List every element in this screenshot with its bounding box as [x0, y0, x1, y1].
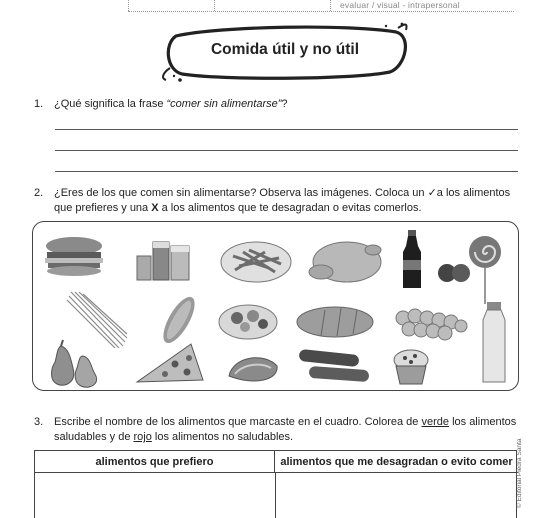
publisher-credit-text: © Editorial Piedra Santa [516, 438, 523, 508]
table-header-preferred: alimentos que prefiero [35, 451, 275, 473]
question-2-line-1: ¿Eres de los que comen sin alimentarse? Observa las imágenes. Coloca un ✓a los alimentos [54, 187, 511, 199]
answer-line-1[interactable] [55, 129, 518, 130]
question-1-text-end: ? [281, 98, 288, 110]
pizza-slice-icon[interactable] [135, 342, 205, 386]
header-divider-right [330, 0, 331, 11]
question-3-number: 3. [34, 416, 44, 428]
question-2-line-2-start: que prefieres y una [54, 202, 152, 214]
corn-icon[interactable] [157, 292, 201, 348]
publisher-credit [516, 438, 530, 518]
sandwich-icon[interactable] [43, 236, 105, 278]
answer-line-3[interactable] [55, 171, 518, 172]
header-divider-mid [214, 0, 215, 11]
answer-line-2[interactable] [55, 150, 518, 151]
roast-chicken-icon[interactable] [305, 234, 385, 286]
question-3 [34, 415, 524, 447]
lollipop-icon[interactable] [467, 234, 503, 306]
question-3-line-1 [54, 415, 516, 430]
x-mark-label: X [151, 202, 159, 214]
food-images-panel [32, 221, 519, 391]
page-title: Comida útil y no útil [210, 41, 360, 58]
question-1-text [54, 97, 288, 112]
skills-tag: evaluar / visual - intrapersonal [340, 0, 460, 10]
cupcake-icon[interactable] [391, 348, 431, 386]
question-2 [34, 186, 524, 218]
question-3-line-2-end: los alimentos no saludables. [151, 431, 294, 443]
candies-icon[interactable] [437, 262, 471, 284]
question-1-text-start: ¿Qué significa la frase [54, 98, 167, 110]
green-word: verde [421, 416, 450, 428]
juice-glasses-icon[interactable] [135, 236, 193, 282]
question-3-line-1-start: Escribe el nombre de los alimentos que marcaste en el cuadro. Colorea de [54, 416, 422, 428]
disliked-foods-cell[interactable] [276, 474, 518, 518]
question-2-number: 2. [34, 187, 44, 199]
table-header-disliked: alimentos que me desagradan o evito comer [275, 451, 518, 473]
question-3-line-2-start: saludables y de [54, 431, 134, 443]
milk-bottle-icon[interactable] [479, 302, 509, 384]
red-word: rojo [133, 431, 152, 443]
grapes-icon[interactable] [393, 304, 469, 344]
title-banner [160, 22, 410, 84]
pears-icon[interactable] [47, 338, 105, 390]
meat-icon[interactable] [225, 350, 281, 388]
bread-loaf-icon[interactable] [295, 304, 377, 340]
question-3-line-2 [54, 430, 293, 445]
question-2-line-2 [54, 201, 422, 216]
question-1-number: 1. [34, 98, 44, 110]
sausages-icon[interactable] [295, 346, 373, 386]
question-1-quote: “comer sin alimentarse” [166, 98, 282, 110]
french-fries-icon[interactable] [219, 238, 293, 284]
salad-icon[interactable] [217, 302, 279, 342]
soda-bottle-icon[interactable] [401, 230, 423, 290]
foods-table [34, 450, 517, 518]
preferred-foods-cell[interactable] [35, 474, 275, 518]
header-divider-left [128, 0, 129, 11]
question-3-line-1-end: los alimentos [449, 416, 517, 428]
question-1 [34, 97, 524, 113]
question-2-line-2-end: a los alimentos que te desagradan o evitas comerlos. [158, 202, 422, 214]
header-strip [0, 0, 550, 14]
header-divider [128, 11, 514, 12]
